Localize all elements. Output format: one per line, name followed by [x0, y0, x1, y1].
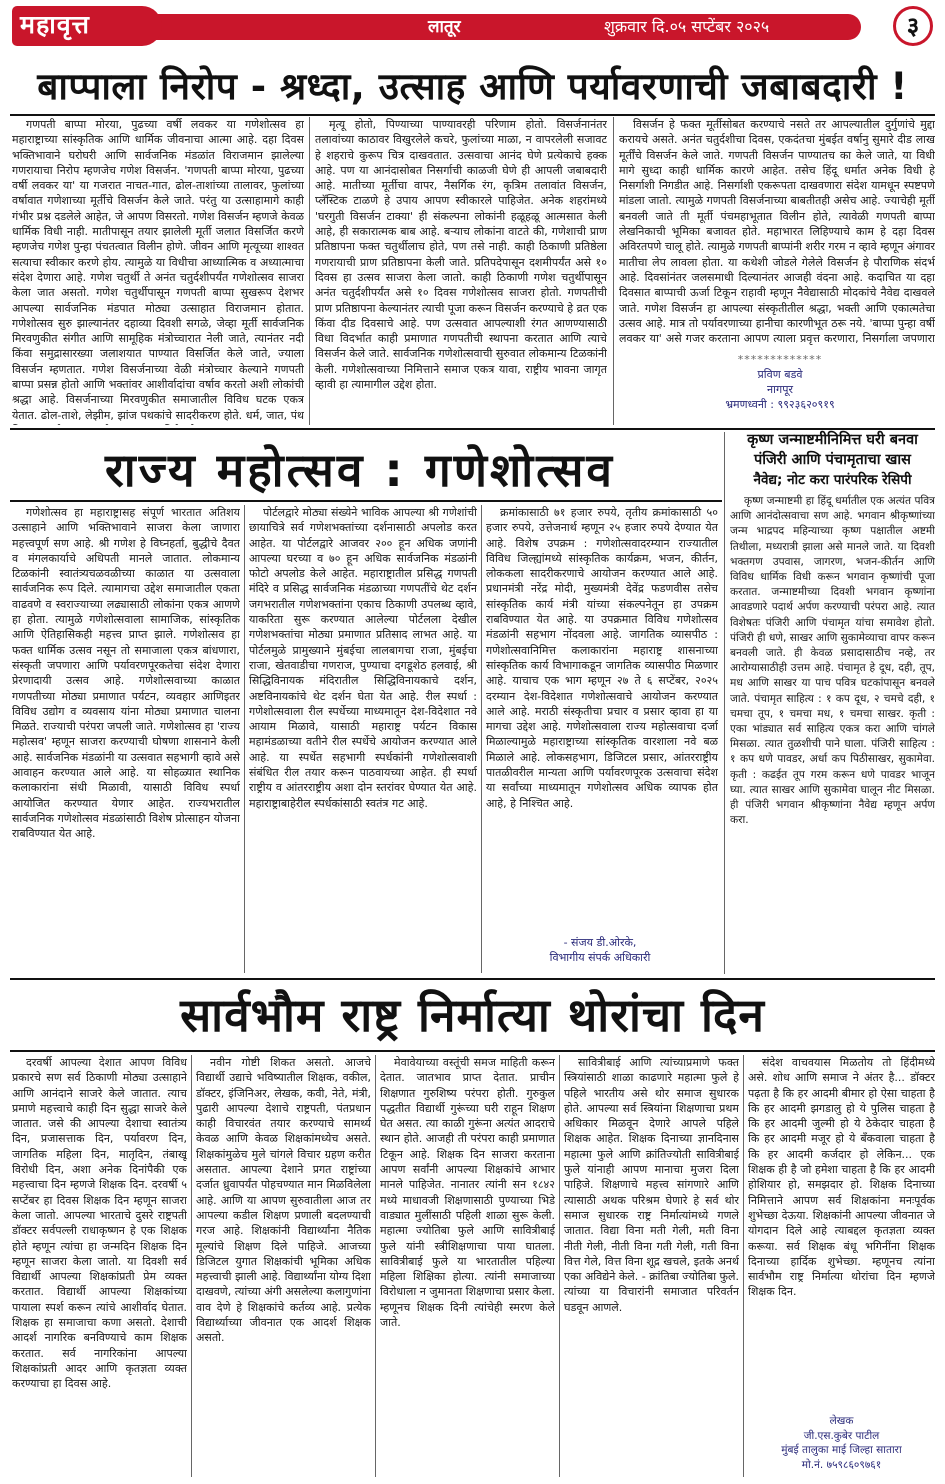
article1-column-1 [12, 117, 304, 425]
column-divider [244, 505, 245, 973]
sidebar-column [730, 494, 935, 974]
article1-column-2-text: मृत्यू होतो, पिण्याच्या पाण्यावरही परिणाम होतो. विसर्जनानंतर तलावांच्या काठावर विखुरलेले कचरे, फुलांच्या माळा, न वापरलेली सजावट हे शहराचे कुरूप चित्र दाखवतात. उत्सवाचा आनंद घेणे प्रत्येकाचे हक्क आहे. पण या आनंदासोबत निसर्गाची काळजी घेणे ही आपली जबाबदारी आहे. मातीच्या मूर्तीचा वापर, नैसर्गिक रंग, कृत्रिम तलावांत विसर्जन, प्लॅस्टिक टाळणे हे उपाय आपण स्वीकारले पाहिजेत. अनेक शहरांमध्ये 'घरगुती विसर्जन टाक्या' ही संकल्पना लोकांनी हळूहळू आत्मसात केली आहे, ही सकारात्मक बाब आहे. बऱ्याच लोकांना वाटते की, गणेशाची प्राण प्रतिष्ठापना फक्त चतुर्थीलाच होते, पण तसे नाही. काही ठिकाणी प्रतिष्ठेला गणरायाची प्राण प्रतिष्ठापना केली जाते. प्रतिपदेपासून दशमीपर्यंत असे १० दिवस हा उत्सव साजरा केला जातो. काही ठिकाणी गणेश चतुर्थीपासून अनंत चतुर्दशीपर्यंत असे १० दिवस गणेशोत्सव साजरा होतो. गणपतीची प्राण प्रतिष्ठापना केल्यानंतर त्याची पूजा करून विसर्जन करण्याचे हे व्रत एक किंवा दीड दिवसाचे आहे. पण उत्सवात आपल्याशी रंगत आणण्यासाठी विधा विदर्भात काही प्रमाणात गणपतीची स्थापना करतात आणि त्याचे विसर्जन केले जाते. सार्वजनिक गणेशोत्सवाची सुरुवात लोकमान्य टिळकांनी केली. गणेशोत्सवाच्या निमित्ताने समाज एकत्र यावा, राष्ट्रीय भावना जागृत व्हावी हा त्यामागील उद्देश होता. [315, 118, 607, 392]
column-divider [559, 1055, 560, 1477]
article1-byline [700, 352, 860, 412]
article2-column-1-text: गणेशोत्सव हा महाराष्ट्रासह संपूर्ण भारतात अतिशय उत्साहाने आणि भक्तिभावाने साजरा केला जाणारा महत्त्वपूर्ण सण आहे. श्री गणेश हे विघ्नहर्ता, बुद्धीचे दैवत व मंगलकार्याचे अधिपती मानले जातात. लोकमान्य टिळकांनी स्वातंत्र्यचळवळीच्या काळात या उत्सवाला सार्वजनिक रूप दिले. त्यामागचा उद्देश समाजातील एकता वाढवणे व स्वराज्याच्या लढ्यासाठी लोकांना एकत्र आणणे हा होता. त्यामुळे गणेशोत्सवाला सामाजिक, सांस्कृतिक आणि ऐतिहासिकही महत्त्व प्राप्त झाले. गणेशोत्सव हा फक्त धार्मिक उत्सव नसून तो समाजाला एकत्र बांधणारा, संस्कृती जपणारा आणि पर्यावरणपूरकतेचा संदेश देणारा प्रेरणादायी उत्सव आहे. गणेशोत्सवाच्या काळात गणपतीच्या मोठ्या प्रमाणात पर्यटन, व्यवहार आणिइतर विविध उद्योग व व्यवसाय यांना मोठ्या प्रमाणात चालना मिळते. राज्याची परंपरा जपली जाते. गणेशोत्सव हा 'राज्य महोत्सव' म्हणून साजरा करण्याची घोषणा शासनाने केली आहे. सार्वजनिक मंडळांनी या उत्सवात सहभागी व्हावे असे आवाहन करण्यात आले आहे. या सोहळ्यात स्थानिक कलाकारांना संधी मिळावी, यासाठी विविध स्पर्धा आयोजित करण्यात येणार आहेत. राज्यभरातील सार्वजनिक गणेशोत्सव मंडळांसाठी विशेष प्रोत्साहन योजना राबविण्यात येत आहे. [12, 506, 240, 841]
article3-byline [748, 1414, 935, 1472]
article1-column-1-text: गणपती बाप्पा मोरया, पुढच्या वर्षी लवकर या गणेशोत्सव हा महाराष्ट्राच्या सांस्कृतिक आणि धार्मिक जीवनाचा आत्मा आहे. दहा दिवस भक्तिभावाने घरोघरी आणि सार्वजनिक मंडळांत विराजमान झालेल्या गणरायाचा निरोप म्हणजेच गणेश विसर्जन. 'गणपती बाप्पा मोरया, पुढच्या वर्षी लवकर या' या गजरात नाचत-गात, ढोल-ताशांच्या तालावर, फुलांच्या वर्षावात गणेशाच्या मूर्तीचे विसर्जन केले जाते. परंतु या उत्साहामागे काही गंभीर प्रश्न दडलेले आहेत, जे आपण विसरतो. गणेश विसर्जन म्हणजे केवळ धार्मिक विधी नाही. मातीपासून तयार झालेली मूर्ती जलात विसर्जित करणे म्हणजेच गणेश पुन्हा पंचतत्वात विलीन होणे. जीवन आणि मृत्यूच्या शाश्वत सत्याचा स्वीकार करणे होय. त्यामुळे या विधीचा आध्यात्मिक व अध्यात्माचा संदेश देणारा आहे. गणेश चतुर्थी ते अनंत चतुर्दशीपर्यंत गणेशोत्सव साजरा केला जात असतो. गणेश चतुर्थीपासून गणपती बाप्पा सुखरूप देशभर आपल्या सार्वजनिक मंडपात मोठ्या उत्साहात विराजमान होतात. गणेशोत्सव सुरु झाल्यानंतर दहाव्या दिवशी सगळे, जेव्हा मूर्ती सार्वजनिक मिरवणुकीत संगीत आणि सामूहिक मंत्रोच्चारात नेली जाते, त्यानंतर नदी किंवा समुद्रासारख्या जलाशयात पाण्यात विसर्जित केले जाते, ज्याला विसर्जन म्हणतात. गणेश विसर्जनाच्या वेळी मंत्रोच्चार केल्याने गणपती बाप्पा प्रसन्न होतो आणि भक्तांवर आशीर्वादांचा वर्षाव करतो अशी लोकांची श्रद्धा आहे. विसर्जनाच्या मिरवणुकीत समाजातील विविध घटक एकत्र येतात. ढोल-ताशे, लेझीम, झांज पथकांचे सादरीकरण होते. धर्म, जात, पंथ [12, 118, 304, 422]
byline-stars: ************* [737, 353, 823, 366]
article3-column-4 [564, 1055, 739, 1477]
column-divider [375, 1055, 376, 1477]
article3-column-3 [380, 1055, 555, 1477]
article2-headline: राज्य महोत्सव : गणेशोत्सव [104, 443, 615, 497]
section-rule [10, 978, 935, 980]
author-place: मुंबई तालुका माई जिल्हा सातारा [781, 1444, 902, 1456]
column-divider [309, 117, 310, 425]
article1-top-rule [10, 114, 935, 116]
page-number: ३ [893, 6, 933, 46]
article2-column-1 [12, 505, 240, 973]
article3-column-1 [12, 1055, 187, 1477]
column-divider [191, 1055, 192, 1477]
author-name: - संजय डी.ओरके, [563, 936, 637, 949]
sidebar-headline [730, 430, 935, 490]
edition-date: शुक्रवार दि.०५ सप्टेंबर २०२५ [604, 17, 770, 36]
newspaper-logo: महावृत्त [12, 6, 162, 46]
author-phone: मो.नं. ७५९८६०९७६१ [801, 1458, 882, 1471]
author-name: प्रविण बडवे [757, 368, 803, 381]
article1-column-3 [619, 117, 935, 347]
article2-column-2 [249, 505, 477, 973]
article2-column-3-text: क्रमांकासाठी ७१ हजार रुपये, तृतीय क्रमांकासाठी ५० हजार रुपये, उत्तेजनार्थ म्हणून २५ हजार रुपये देण्यात येत आहे. विशेष उपक्रम : गणेशोत्सवादरम्यान राज्यातील विविध जिल्ह्यांमध्ये सांस्कृतिक कार्यक्रम, भजन, कीर्तन, लोककला सादरीकरणाचे आयोजन करण्यात आले आहे. प्रधानमंत्री नरेंद्र मोदी, मुख्यमंत्री देवेंद्र फडणवीस तसेच सांस्कृतिक कार्य मंत्री यांच्या संकल्पनेतून हा उपक्रम राबविण्यात येत आहे. या उपक्रमात विविध गणेशोत्सव मंडळांनी सहभाग नोंदवला आहे. जागतिक व्यासपीठ : गणेशोत्सवानिमित्त कलाकारांना महाराष्ट्र शासनाच्या सांस्कृतिक कार्य विभागाकडून जागतिक व्यासपीठ मिळणार आहे. याचाच एक भाग म्हणून २७ ते ६ सप्टेंबर, २०२५ दरम्यान देश-विदेशात गणेशोत्सवाचे आयोजन करण्यात आले आहे. मराठी संस्कृतीचा प्रचार व प्रसार व्हावा हा या मागचा उद्देश आहे. गणेशोत्सवाला राज्य महोत्सवाचा दर्जा मिळाल्यामुळे महाराष्ट्राच्या सांस्कृतिक वारशाला नवे बळ मिळाले आहे. लोकसहभाग, डिजिटल प्रसार, आंतरराष्ट्रीय पातळीवरील मान्यता आणि पर्यावरणपूरक उत्सवाचा संदेश या सर्वांच्या माध्यमातून गणेशोत्सव अधिक व्यापक होत आहे, हे निश्चित आहे. [486, 506, 718, 810]
edition-city: लातूर [428, 17, 461, 37]
article1-column-2 [315, 117, 607, 425]
article1-headline: बाप्पाला निरोप - श्रध्दा, उत्साह आणि पर्यावरणाची जबाबदारी ! [37, 65, 908, 108]
article3-column-4-text: सावित्रीबाई आणि त्यांच्याप्रमाणे फक्त स्त्रियांसाठी शाळा काढणारे महात्मा फुले हे पहिले भारतीय असे थोर समाज सुधारक होते. आपल्या सर्व स्त्रियांना शिक्षणाचा प्रथम अधिकार मिळवून देणारे आपले पहिले शिक्षक आहेत. शिक्षक दिनाच्या ज्ञानदिनास महात्मा फुले आणि क्रांतिज्योती सावित्रीबाई फुले यांनाही आपण मानाचा मुजरा दिला पाहिजे. शिक्षणाचे महत्त्व सांगणारे आणि त्यासाठी अथक परिश्रम घेणारे हे सर्व थोर समाज सुधारक राष्ट्र निर्मात्यांमध्ये गणले जातात. विद्या विना मती गेली, मती विना नीती गेली, नीती विना गती गेली, गती विना वित्त गेले, वित्त विना शूद्र खचले, इतके अनर्थ एका अविद्येने केले. - क्रांतिबा ज्योतिबा फुले. त्यांच्या या विचारांनी समाजात परिवर्तन घडवून आणले. [564, 1056, 739, 1314]
column-divider [481, 505, 482, 973]
column-divider [743, 1055, 744, 1477]
article2-column-2-text: पोर्टलद्वारे मोठ्या संख्येने भाविक आपल्या श्री गणेशांची छायाचित्रे सर्व गणेशभक्तांच्या दर्शनासाठी अपलोड करत आहेत. या पोर्टलद्वारे आजवर २०० हून अधिक जणांनी आपल्या घरच्या व ७० हून अधिक सार्वजनिक मंडळांनी फोटो अपलोड केले आहेत. महाराष्ट्रातील प्रसिद्ध गणपती मंदिरे व प्रसिद्ध सार्वजनिक मंडळाच्या गणपतींचे थेट दर्शन जगभरातील गणेशभक्तांना एकाच ठिकाणी उपलब्ध व्हावे, याकरिता सुरू करण्यात आलेल्या पोर्टलला देखील गणेशभक्तांचा मोठ्या प्रमाणात प्रतिसाद लाभत आहे. या पोर्टलमुळे प्रामुख्याने मुंबईचा लालबागचा राजा, मुंबईचा राजा, खेतवाडीचा गणराज, पुण्याचा दगडूशेठ हलवाई, श्री सिद्धिविनायक मंदिरातील सिद्धिविनायकाचे दर्शन, अष्टविनायकांचे थेट दर्शन घेता येत आहे. रील स्पर्धा : गणेशोत्सवाला रील स्पर्धेच्या माध्यमातून देश-विदेशात नवे आयाम मिळावे, यासाठी महाराष्ट्र पर्यटन विकास महामंडळाच्या वतीने रील स्पर्धेचे आयोजन करण्यात आले आहे. या स्पर्धेत सहभागी स्पर्धकांनी गणेशोत्सवाशी संबंधित रील तयार करून पाठवायच्या आहेत. ही स्पर्धा राष्ट्रीय व आंतरराष्ट्रीय अशा दोन स्तरांवर घेण्यात येत आहे. महाराष्ट्राबाहेरील स्पर्धकांसाठी स्वतंत्र गट आहे. [249, 506, 477, 810]
author-name: जी.एस.कुबेर पाटील [803, 1429, 880, 1442]
article2-byline [520, 935, 680, 965]
article3-column-2-text: नवीन गोष्टी शिकत असतो. आजचे विद्यार्थी उद्याचे भविष्यातील शिक्षक, वकील, डॉक्टर, इंजिनिअर, लेखक, कवी, नेते, मंत्री, पुढारी आपल्या देशाचे राष्ट्रपती, पंतप्रधान काही विचारवंत तयार करण्याचे सामर्थ्य केवळ आणि केवळ शिक्षकांमध्येच असते. शिक्षकांमुळेच मुले चांगले विचार ग्रहण करीत असतात. आपल्या देशाने प्रगत राष्ट्रांच्या दर्जात ध्रुवापर्यंत पोहचण्यात मान मिळविलेला आहे. आणि या आपण सुरुवातीला आज तर आपल्या कडील शिक्षण प्रणाली बदलण्याची गरज आहे. शिक्षकांनी विद्यार्थ्यांना नैतिक मूल्यांचे शिक्षण दिले पाहिजे. आजच्या डिजिटल युगात शिक्षकांची भूमिका अधिक महत्त्वाची झाली आहे. विद्यार्थ्यांना योग्य दिशा दाखवणे, त्यांच्या अंगी असलेल्या कलागुणांना वाव देणे हे शिक्षकांचे कर्तव्य आहे. प्रत्येक विद्यार्थ्याच्या जीवनात एक आदर्श शिक्षक असतो. [196, 1056, 371, 1345]
column-divider [613, 117, 614, 425]
article3-column-5 [748, 1055, 935, 1410]
author-phone: भ्रमणध्वनी : ९९२३६२०९१९ [725, 398, 835, 411]
article3-column-2 [196, 1055, 371, 1477]
author-place: नागपूर [767, 383, 793, 396]
article3-column-1-text: दरवर्षी आपल्या देशात आपण विविध प्रकारचे सण सर्व ठिकाणी मोठ्या उत्साहाने आणि आनंदाने साजरे केले जातात. त्याच प्रमाणे महत्त्वाचे काही दिन सुद्धा साजरे केले जातात. जसे की आपल्या देशाचा स्वातंत्र्य दिन, प्रजासत्ताक दिन, पर्यावरण दिन, जागतिक महिला दिन, मातृदिन, तंबाखू विरोधी दिन, अशा अनेक दिनांपैकी एक महत्त्वाचा दिन म्हणजे शिक्षक दिन. दरवर्षी ५ सप्टेंबर हा दिवस शिक्षक दिन म्हणून साजरा केला जातो. आपल्या भारताचे दुसरे राष्ट्रपती डॉक्टर सर्वपल्ली राधाकृष्णन हे एक शिक्षक होते म्हणून त्यांचा हा जन्मदिन शिक्षक दिन म्हणून साजरा केला जातो. या दिवशी सर्व विद्यार्थी आपल्या शिक्षकांप्रती प्रेम व्यक्त करतात. विद्यार्थी आपल्या शिक्षकांच्या पायाला स्पर्श करून त्यांचे आशीर्वाद घेतात. शिक्षक हा समाजाचा कणा असतो. देशाची आदर्श नागरिक बनविण्याचे काम शिक्षक करतात. सर्व नागरिकांना आपल्या शिक्षकांप्रती आदर आणि कृतज्ञता व्यक्त करण्याचा हा दिवस आहे. [12, 1056, 187, 1391]
article3-headline-rule [10, 1050, 935, 1052]
author-title: विभागीय संपर्क अधिकारी [549, 951, 651, 964]
sidebar-headline-line-2: पंजिरी आणि पंचामृताचा खास [754, 452, 911, 468]
sidebar-text: कृष्ण जन्माष्टमी हा हिंदू धर्मातील एक अत्यंत पवित्र आणि आनंदोत्सवाचा सण आहे. भगवान श्रीकृष्णांच्या जन्म भाद्रपद महिन्याच्या कृष्ण पक्षातील अष्टमी तिथीला, मध्यरात्री झाला असे मानले जाते. या दिवशी भक्तगण उपवास, जागरण, भजन-कीर्तन आणि विविध धार्मिक विधी करून भगवान कृष्णांची पूजा करतात. जन्माष्टमीच्या दिवशी भगवान कृष्णांना आवडणारे पदार्थ अर्पण करण्याची परंपरा आहे. त्यात विशेषतः पंजिरी आणि पंचामृत यांचा समावेश होतो. पंजिरी ही धणे, साखर आणि सुकामेव्याचा वापर करून बनवली जाते. ही केवळ प्रसादासाठीच नव्हे, तर आरोग्यासाठीही उत्तम आहे. पंचामृत हे दूध, दही, तूप, मध आणि साखर या पाच पवित्र घटकांपासून बनवले जाते. पंचामृत साहित्य : १ कप दूध, २ चमचे दही, १ चमचा तूप, १ चमचा मध, १ चमचा साखर. कृती : एका भांड्यात सर्व साहित्य एकत्र करा आणि चांगले मिसळा. त्यात तुळशीची पाने घाला. पंजिरी साहित्य : १ कप धणे पावडर, अर्धा कप पिठीसाखर, सुकामेवा. कृती : कढईत तूप गरम करून धणे पावडर भाजून घ्या. त्यात साखर आणि सुकामेवा घालून नीट मिसळा. ही पंजिरी भगवान श्रीकृष्णांना नैवेद्य म्हणून अर्पण करा. [730, 495, 935, 827]
article2-column-3 [486, 505, 718, 920]
sidebar-headline-line-1: कृष्ण जन्माष्टमीनिमित्त घरी बनवा [747, 432, 918, 448]
sidebar-headline-line-3: नैवेद्य; नोट करा पारंपरिक रेसिपी [753, 472, 912, 488]
article3-column-3-text: मेवावेयाच्या वस्तूंची समज माहिती करून देतात. जातभाव प्राप्त देतात. प्राचीन शिक्षणात गुरुशिष्य परंपरा होती. गुरुकुल पद्धतीत विद्यार्थी गुरूंच्या घरी राहून शिक्षण घेत असत. त्या काळी गुरूंना अत्यंत आदराचे स्थान होते. आजही ती परंपरा काही प्रमाणात टिकून आहे. शिक्षक दिन साजरा करताना आपण सर्वांनी आपल्या शिक्षकांचे आभार मानले पाहिजेत. नानातर त्यांनी सन १८४२ मध्ये माधावजी शिक्षणासाठी पुण्याच्या भिडे वाड्यात मुलींसाठी पहिली शाळा सुरू केली. महात्मा ज्योतिबा फुले आणि सावित्रीबाई फुले यांनी स्त्रीशिक्षणाचा पाया घातला. सावित्रीबाई फुले या भारतातील पहिल्या महिला शिक्षिका होत्या. त्यांनी समाजाच्या विरोधाला न जुमानता शिक्षणाचा प्रसार केला. म्हणूनच शिक्षक दिनी त्यांचेही स्मरण केले जाते. [380, 1056, 555, 1330]
article3-headline: सार्वभौम राष्ट्र निर्मात्या थोरांचा दिन [180, 988, 765, 1042]
article1-column-3-text: विसर्जन हे फक्त मूर्तीसोबत करण्याचे नसते तर आपल्यातील दुर्गुणांचे मुद्दा करायचे असते. अनंत चतुर्दशीचा दिवस, एकदंतचा मुंबईत वर्षानु सुमारे दीड लाख मूर्तींचे विसर्जन केले जाते. गणपती विसर्जन पाण्यातच का केले जाते, या विधी मागे सुध्दा काही धार्मिक कारणे आहेत. तसेच हिंदू धर्मात अनेक विधी हे निसर्गाशी निगडीत आहे. निसर्गाशी एकरूपता दाखवणारा संदेश यामधून स्पष्टपणे मांडला जातो. त्यामुळे गणपती विसर्जनाच्या बाबतीतही असेच आहे. ज्याचेही मूर्ती बनवली जाते ती मूर्ती पंचमहाभूतात विलीन होते, त्यावेळी गणपती बाप्पा लेखनिकाची भूमिका बजावत होते. महाभारत लिहिण्याचे काम हे दहा दिवस अविरतपणे चालू होते. त्यामुळे गणपती बाप्पांनी शरीर गरम न व्हावे म्हणून अंगावर मातीचा लेप लावला होता. या कथेशी जोडले गेलेले विसर्जन हे पौराणिक संदर्भ आहे. दिवसांनंतर जलसमाधी दिल्यानंतर आजही वंदना आहे. कदाचित या दहा दिवसात बाप्पाची ऊर्जा टिकून राहावी म्हणून नैवेद्यासाठी मोदकांचे नैवेद्य दाखवले जाते. गणेश विसर्जन हा आपल्या संस्कृतीतील श्रद्धा, भक्ती आणि एकात्मतेचा उत्सव आहे. मात्र तो पर्यावरणाच्या हानीचा कारणीभूत ठरू नये. 'बाप्पा पुन्हा वर्षी लवकर या' असे गजर करताना आपण त्याला प्रवृत्त करणारा, निसर्गाला जपणारा [619, 118, 935, 346]
article3-column-5-text: संदेश वाचवयास मिळतोय तो हिंदीमध्ये असे. शोध आणि समाज ने अंतर है... डॉक्टर पढ़ता है कि हर आदमी बीमार हो ऐसा चाहता है कि हर आदमी झगडालु हो ये पुलिस चाहता है कि हर आदमी जुल्मी हो ये ठेकेदार चाहता है कि हर आदमी मजूर हो ये बँकवाला चाहता है कि हर आदमी कर्जदार हो लेकिन... एक शिक्षक ही है जो हमेशा चाहता है कि हर आदमी होशियार हो, समझदार हो. शिक्षक दिनाच्या निमित्ताने आपण सर्व शिक्षकांना मनःपूर्वक शुभेच्छा देऊया. शिक्षकांनी आपल्या जीवनात जे योगदान दिले आहे त्याबद्दल कृतज्ञता व्यक्त करूया. सर्व शिक्षक बंधू भगिनींना शिक्षक दिनाच्या हार्दिक शुभेच्छा. म्हणूनच त्यांना सार्वभौम राष्ट्र निर्मात्या थोरांचा दिन म्हणजे शिक्षक दिन. [748, 1056, 935, 1299]
article2-headline-rule [10, 500, 722, 502]
column-divider [724, 432, 725, 974]
author-label: लेखक [829, 1415, 854, 1427]
masthead [8, 6, 937, 46]
